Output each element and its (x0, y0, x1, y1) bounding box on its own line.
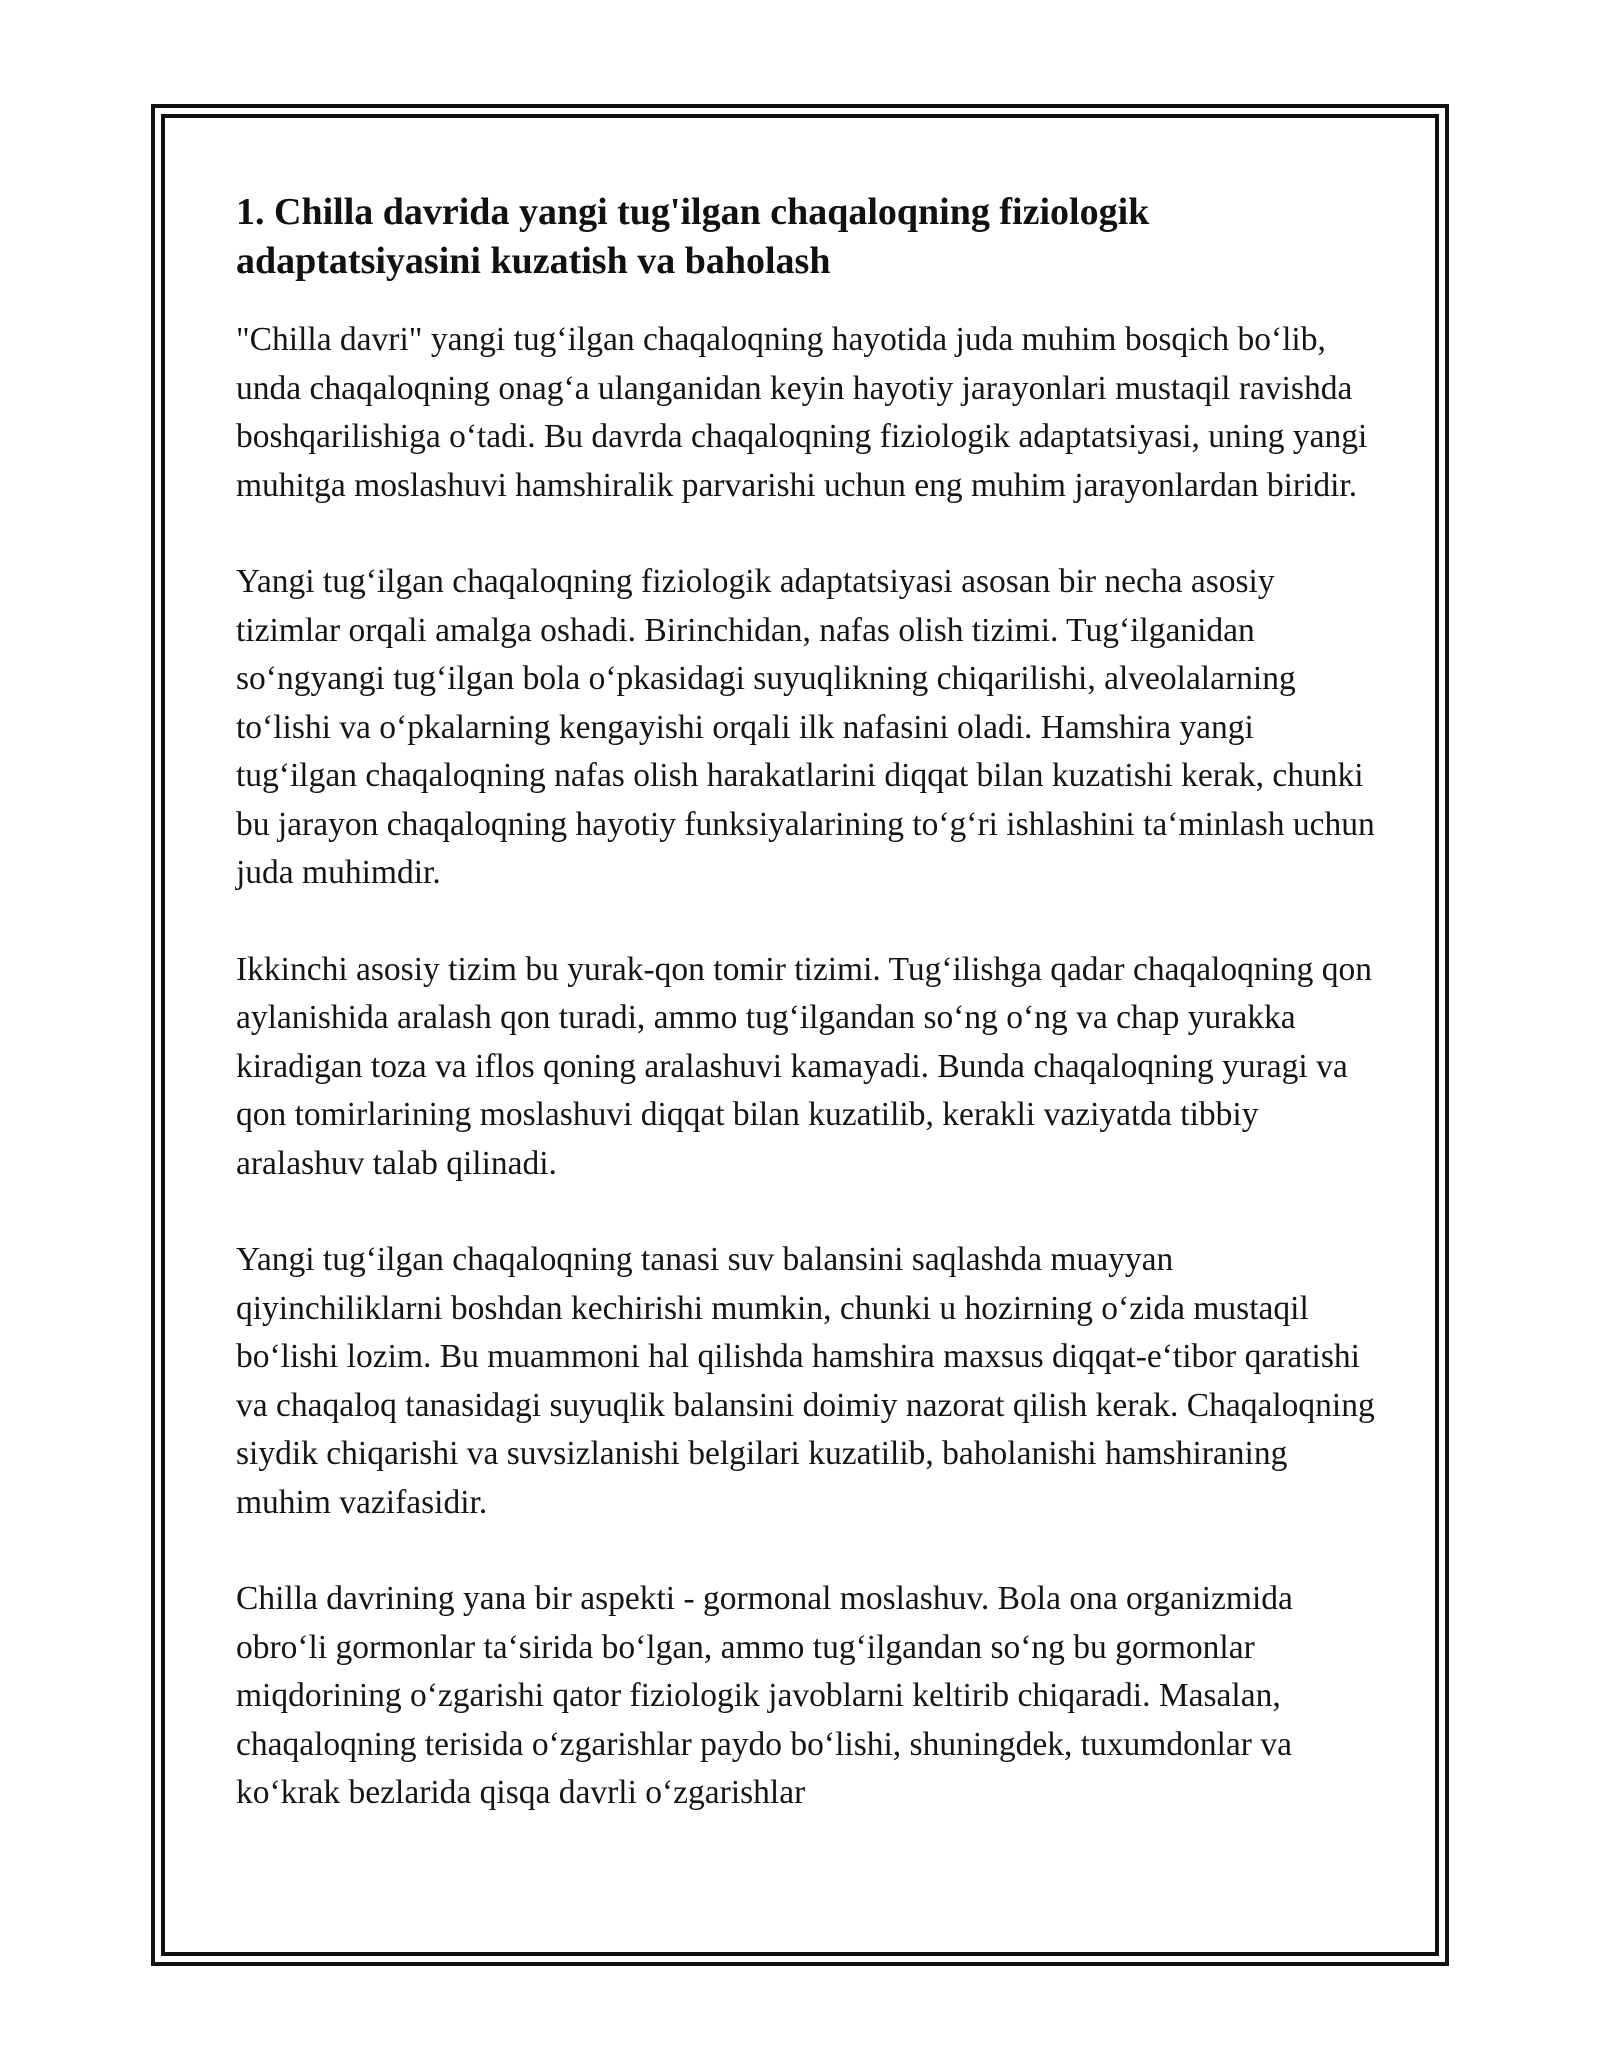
document-body (236, 188, 1376, 1866)
paragraph-respiratory: Yangi tug‘ilgan chaqaloqning fiziologik adaptatsiyasi asosan bir necha asosiy tizimlar orqali amalga oshadi. Birinchidan, nafas olish tizimi. Tug‘ilganidan so‘ngyangi tug‘ilgan bola o‘pkasidagi suyuqlikning chiqarilishi, alveolalarning to‘lishi va o‘pkalarning kengayishi orqali ilk nafasini oladi. Hamshira yangi tug‘ilgan chaqaloqning nafas olish harakatlarini diqqat bilan kuzatishi kerak, chunki bu jarayon chaqaloqning hayotiy funksiyalarining to‘g‘ri ishlashini ta‘minlash uchun juda muhimdir. (236, 563, 1375, 891)
paragraph-hormonal: Chilla davrining yana bir aspekti - gormonal moslashuv. Bola ona organizmida obro‘li gormonlar ta‘sirida bo‘lgan, ammo tug‘ilgandan so‘ng bu gormonlar miqdorining o‘zgarishi qator fiziologik javoblarni keltirib chiqaradi. Masalan, chaqaloqning terisida o‘zgarishlar paydo bo‘lishi, shuningdek, tuxumdonlar va ko‘krak bezlarida qisqa davrli o‘zgarishlar (236, 1580, 1293, 1811)
paragraph-intro: "Chilla davri" yangi tug‘ilgan chaqaloqning hayotida juda muhim bosqich bo‘lib, unda chaqaloqning onag‘a ulanganidan keyin hayotiy jarayonlari mustaqil ravishda boshqarilishiga o‘tadi. Bu davrda chaqaloqning fiziologik adaptatsiyasi, uning yangi muhitga moslashuvi hamshiralik parvarishi uchun eng muhim jarayonlardan biridir. (236, 321, 1368, 504)
paragraph-fluid-balance: Yangi tug‘ilgan chaqaloqning tanasi suv balansini saqlashda muayyan qiyinchiliklarni boshdan kechirishi mumkin, chunki u hozirning o‘zida mustaqil bo‘lishi lozim. Bu muammoni hal qilishda hamshira maxsus diqqat-e‘tibor qaratishi va chaqaloq tanasidagi suyuqlik balansini doimiy nazorat qilish kerak. Chaqaloqning siydik chiqarishi va suvsizlanishi belgilari kuzatilib, baholanishi hamshiraning muhim vazifasidir. (236, 1241, 1375, 1521)
section-heading: 1. Chilla davrida yangi tug'ilgan chaqaloqning fiziologik adaptatsiyasini kuzatish va baholash (236, 191, 1150, 282)
paragraph-cardiovascular: Ikkinchi asosiy tizim bu yurak-qon tomir tizimi. Tug‘ilishga qadar chaqaloqning qon aylanishida aralash qon turadi, ammo tug‘ilgandan so‘ng o‘ng va chap yurakka kiradigan toza va iflos qoning aralashuvi kamayadi. Bunda chaqaloqning yuragi va qon tomirlarining moslashuvi diqqat bilan kuzatilib, kerakli vaziyatda tibbiy aralashuv talab qilinadi. (236, 950, 1373, 1182)
